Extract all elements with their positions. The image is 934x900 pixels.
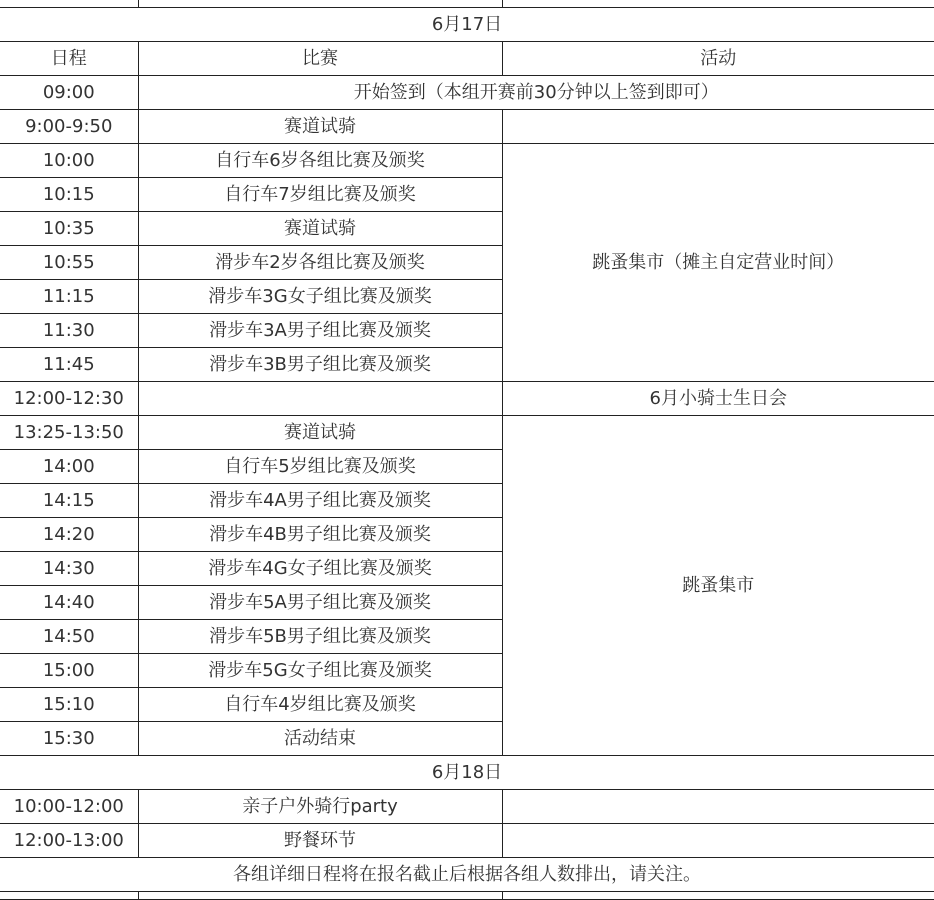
time-cell: 12:00-13:00 xyxy=(0,824,138,858)
table-row xyxy=(0,790,934,824)
race-cell: 滑步车5A男子组比赛及颁奖 xyxy=(138,586,502,620)
header-row xyxy=(0,42,934,76)
time-cell: 11:45 xyxy=(0,348,138,382)
checkin-text: 开始签到（本组开赛前30分钟以上签到即可） xyxy=(138,76,934,110)
activity-cell-empty xyxy=(502,824,934,858)
time-cell: 10:15 xyxy=(0,178,138,212)
table-row xyxy=(0,416,934,450)
activity-cell-empty xyxy=(502,790,934,824)
time-cell: 12:00-12:30 xyxy=(0,382,138,416)
race-cell: 野餐环节 xyxy=(138,824,502,858)
time-cell: 14:15 xyxy=(0,484,138,518)
race-cell: 赛道试骑 xyxy=(138,110,502,144)
race-cell: 滑步车3A男子组比赛及颁奖 xyxy=(138,314,502,348)
time-cell: 14:30 xyxy=(0,552,138,586)
time-cell: 9:00-9:50 xyxy=(0,110,138,144)
race-cell: 滑步车5G女子组比赛及颁奖 xyxy=(138,654,502,688)
race-cell: 亲子户外骑行party xyxy=(138,790,502,824)
race-cell: 滑步车4A男子组比赛及颁奖 xyxy=(138,484,502,518)
afternoon-activity-cell: 跳蚤集市 xyxy=(502,416,934,756)
header-activity: 活动 xyxy=(502,42,934,76)
race-cell: 自行车6岁各组比赛及颁奖 xyxy=(138,144,502,178)
header-race: 比赛 xyxy=(138,42,502,76)
race-cell: 滑步车5B男子组比赛及颁奖 xyxy=(138,620,502,654)
race-cell: 滑步车4G女子组比赛及颁奖 xyxy=(138,552,502,586)
time-cell: 14:50 xyxy=(0,620,138,654)
footer-row xyxy=(0,858,934,892)
time-cell: 14:40 xyxy=(0,586,138,620)
time-cell: 10:00-12:00 xyxy=(0,790,138,824)
day2-date-row xyxy=(0,756,934,790)
race-cell: 滑步车4B男子组比赛及颁奖 xyxy=(138,518,502,552)
day1-date: 6月17日 xyxy=(0,8,934,42)
time-cell: 11:30 xyxy=(0,314,138,348)
activity-cell-empty xyxy=(502,110,934,144)
time-cell: 11:15 xyxy=(0,280,138,314)
time-cell: 15:00 xyxy=(0,654,138,688)
birthday-activity-cell: 6月小骑士生日会 xyxy=(502,382,934,416)
race-cell: 滑步车3B男子组比赛及颁奖 xyxy=(138,348,502,382)
footer-note: 各组详细日程将在报名截止后根据各组人数排出，请关注。 xyxy=(0,858,934,892)
race-cell: 自行车5岁组比赛及颁奖 xyxy=(138,450,502,484)
race-cell: 赛道试骑 xyxy=(138,212,502,246)
time-cell: 10:00 xyxy=(0,144,138,178)
table-row xyxy=(0,76,934,110)
time-cell: 10:55 xyxy=(0,246,138,280)
morning-activity-cell: 跳蚤集市（摊主自定营业时间） xyxy=(502,144,934,382)
time-cell: 09:00 xyxy=(0,76,138,110)
time-cell: 15:30 xyxy=(0,722,138,756)
race-cell: 滑步车2岁各组比赛及颁奖 xyxy=(138,246,502,280)
race-cell: 赛道试骑 xyxy=(138,416,502,450)
day2-date: 6月18日 xyxy=(0,756,934,790)
time-cell: 14:20 xyxy=(0,518,138,552)
time-cell: 10:35 xyxy=(0,212,138,246)
race-cell: 滑步车3G女子组比赛及颁奖 xyxy=(138,280,502,314)
day1-date-row xyxy=(0,8,934,42)
time-cell: 13:25-13:50 xyxy=(0,416,138,450)
table-row xyxy=(0,110,934,144)
time-cell: 15:10 xyxy=(0,688,138,722)
clipped-top-row xyxy=(0,0,934,8)
table-row xyxy=(0,824,934,858)
race-cell: 自行车7岁组比赛及颁奖 xyxy=(138,178,502,212)
table-row xyxy=(0,382,934,416)
table-row xyxy=(0,144,934,178)
race-cell: 活动结束 xyxy=(138,722,502,756)
race-cell: 自行车4岁组比赛及颁奖 xyxy=(138,688,502,722)
header-time: 日程 xyxy=(0,42,138,76)
race-cell-empty xyxy=(138,382,502,416)
time-cell: 14:00 xyxy=(0,450,138,484)
